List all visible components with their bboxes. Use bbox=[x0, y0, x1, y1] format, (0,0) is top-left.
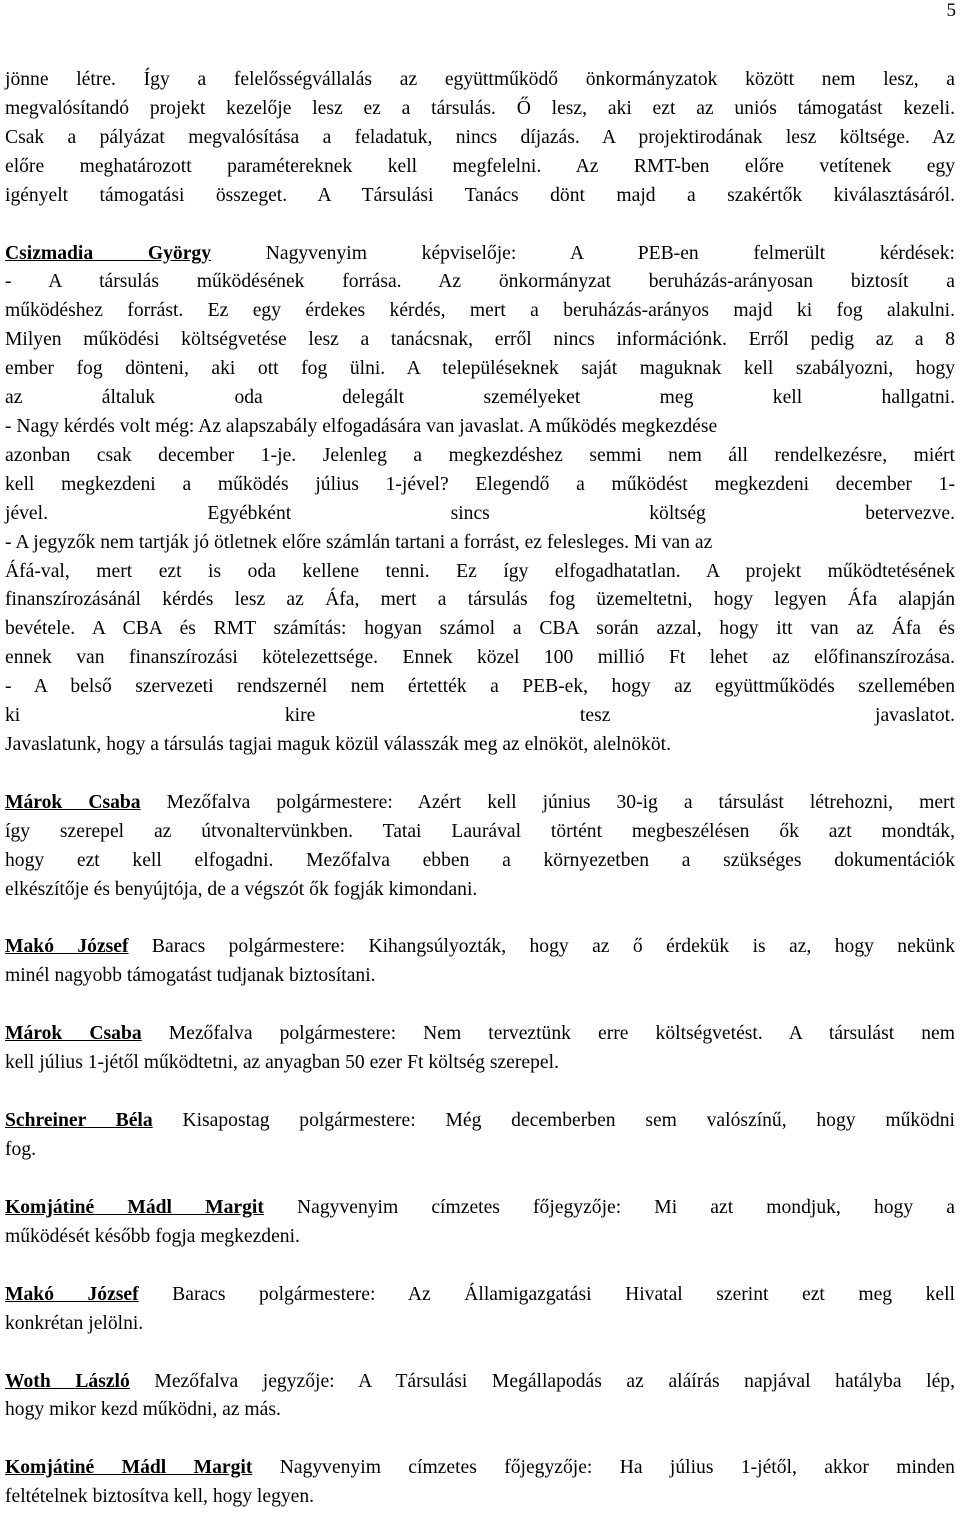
text-line bbox=[5, 1368, 955, 1397]
text-line bbox=[5, 1194, 955, 1223]
speaker-name: Schreiner Béla bbox=[5, 1110, 153, 1132]
text-line: Milyen működési költségvetése lesz a tanácsnak, erről nincs információnk. Erről pedig az a 8 bbox=[5, 329, 955, 351]
text-line: feltételnek biztosítva kell, hogy legyen. bbox=[5, 1486, 315, 1508]
text-line: kell megkezdeni a működés július 1-jével? Elegendő a működést megkezdeni december 1- bbox=[5, 473, 955, 495]
speaker-role: Mezőfalva jegyzője: A Társulási Megállapodás az aláírás napjával hatályba lép, bbox=[129, 1370, 955, 1392]
paragraph-intro bbox=[5, 66, 955, 211]
statement-marok-1 bbox=[5, 789, 955, 905]
text-line: az általuk oda delegált személyeket meg kell hallgatni. bbox=[5, 387, 955, 409]
text-line: Javaslatunk, hogy a társulás tagjai maguk közül válasszák meg az elnököt, alelnököt. bbox=[5, 733, 671, 755]
text-line bbox=[5, 789, 955, 818]
text-line: kell július 1-jétől működtetni, az anyagban 50 ezer Ft költség szerepel. bbox=[5, 1052, 559, 1074]
text-line: Áfá-val, mert ezt is oda kellene tenni. Ez így elfogadhatatlan. A projekt működtetésének bbox=[5, 560, 955, 582]
speaker-name: Makó József bbox=[5, 1283, 139, 1305]
text-line: bevétele. A CBA és RMT számítás: hogyan számol a CBA során azzal, hogy itt van az Áfa és bbox=[5, 618, 955, 640]
statement-csizmadia bbox=[5, 240, 955, 760]
text-line: így szerepel az útvonaltervünkben. Tatai Laurával történt megbeszélésen ők azt mondták, bbox=[5, 820, 955, 842]
speaker-name: Márok Csaba bbox=[5, 1023, 142, 1045]
statement-komjatine-2 bbox=[5, 1454, 955, 1512]
text-line: - A társulás működésének forrása. Az önkormányzat beruházás-arányosan biztosít a bbox=[5, 271, 955, 293]
text-line: finanszírozásánál kérdés lesz az Áfa, mert a társulás fog üzemeltetni, hogy legyen Áfa alapján bbox=[5, 589, 955, 611]
speaker-name: Komjátiné Mádl Margit bbox=[5, 1196, 264, 1218]
text-line bbox=[5, 933, 955, 962]
text-line: jével. Egyébként sincs költség betervezve. bbox=[5, 502, 955, 524]
speaker-role: Mezőfalva polgármestere: Azért kell június 30-ig a társulást létrehozni, mert bbox=[140, 791, 955, 813]
text-line: elkészítője és benyújtója, de a végszót ők fogják kimondani. bbox=[5, 878, 478, 900]
document-body bbox=[5, 66, 955, 1512]
text-line: előre meghatározott paramétereknek kell megfelelni. Az RMT-ben előre vetítenek egy bbox=[5, 155, 955, 177]
speaker-name: Komjátiné Mádl Margit bbox=[5, 1457, 253, 1479]
statement-mako-2 bbox=[5, 1281, 955, 1339]
text-line: működését később fogja megkezdeni. bbox=[5, 1225, 300, 1247]
statement-marok-2 bbox=[5, 1020, 955, 1078]
speaker-role: Nagyvenyim címzetes főjegyzője: Ha július 1-jétől, akkor minden bbox=[252, 1457, 955, 1479]
text-line: működéshez forrást. Ez egy érdekes kérdés, mert a beruházás-arányos majd ki fog alakulni. bbox=[5, 300, 955, 322]
statement-woth bbox=[5, 1368, 955, 1426]
text-line: Csak a pályázat megvalósítása a feladatuk, nincs díjazás. A projektirodának lesz költsége. Az bbox=[5, 126, 955, 148]
text-line bbox=[5, 1454, 955, 1483]
speaker-role: Baracs polgármestere: Az Államigazgatási Hivatal szerint ezt meg kell bbox=[138, 1283, 955, 1305]
text-line bbox=[5, 1107, 955, 1136]
speaker-role: Baracs polgármestere: Kihangsúlyozták, hogy az ő érdekük is az, hogy nekünk bbox=[128, 936, 955, 958]
text-line: - A jegyzők nem tartják jó ötletnek előre számlán tartani a forrást, ez felesleges. Mi van az bbox=[5, 531, 713, 553]
text-line: azonban csak december 1-je. Jelenleg a megkezdéshez semmi nem áll rendelkezésre, miért bbox=[5, 444, 955, 466]
page-number: 5 bbox=[946, 0, 956, 21]
text-line bbox=[5, 240, 955, 269]
speaker-name: Márok Csaba bbox=[5, 791, 141, 813]
statement-komjatine-1 bbox=[5, 1194, 955, 1252]
text-line: - Nagy kérdés volt még: Az alapszabály elfogadására van javaslat. A működés megkezdése bbox=[5, 415, 718, 437]
text-line bbox=[5, 1281, 955, 1310]
text-line bbox=[5, 1020, 955, 1049]
statement-mako-1 bbox=[5, 933, 955, 991]
statement-schreiner bbox=[5, 1107, 955, 1165]
text-line: hogy mikor kezd működni, az más. bbox=[5, 1399, 281, 1421]
speaker-name: Csizmadia György bbox=[5, 242, 212, 264]
speaker-name: Woth László bbox=[5, 1370, 130, 1392]
text-line: - A belső szervezeti rendszernél nem értették a PEB-ek, hogy az együttműködés szellemében bbox=[5, 676, 955, 698]
speaker-name: Makó József bbox=[5, 936, 129, 958]
text-line: ki kire tesz javaslatot. bbox=[5, 705, 955, 727]
text-line: ember fog dönteni, aki ott fog ülni. A településeknek saját maguknak kell szabályozni, hogy bbox=[5, 358, 955, 380]
text-line: megvalósítandó projekt kezelője lesz ez a társulás. Ő lesz, aki ezt az uniós támogatást kezeli. bbox=[5, 97, 955, 119]
text-line: fog. bbox=[5, 1139, 37, 1160]
speaker-role: Kisapostag polgármestere: Még decemberben sem valószínű, hogy működni bbox=[152, 1110, 955, 1132]
text-line: jönne létre. Így a felelősségvállalás az együttműködő önkormányzatok között nem lesz, a bbox=[5, 69, 955, 90]
text-line: minél nagyobb támogatást tudjanak biztosítani. bbox=[5, 965, 376, 987]
text-line: ennek van finanszírozási kötelezettsége. Ennek közel 100 millió Ft lehet az előfinanszírozása. bbox=[5, 647, 955, 669]
speaker-role: Nagyvenyim képviselője: A PEB-en felmerült kérdések: bbox=[211, 242, 955, 264]
text-line: konkrétan jelölni. bbox=[5, 1312, 144, 1334]
speaker-role: Nagyvenyim címzetes főjegyzője: Mi azt mondjuk, hogy a bbox=[263, 1196, 955, 1218]
text-line: hogy ezt kell elfogadni. Mezőfalva ebben a környezetben a szükséges dokumentációk bbox=[5, 849, 955, 871]
speaker-role: Mezőfalva polgármestere: Nem terveztünk erre költségvetést. A társulást nem bbox=[141, 1023, 955, 1045]
text-line: igényelt támogatási összeget. A Társulási Tanács dönt majd a szakértők kiválasztásáról. bbox=[5, 184, 955, 206]
